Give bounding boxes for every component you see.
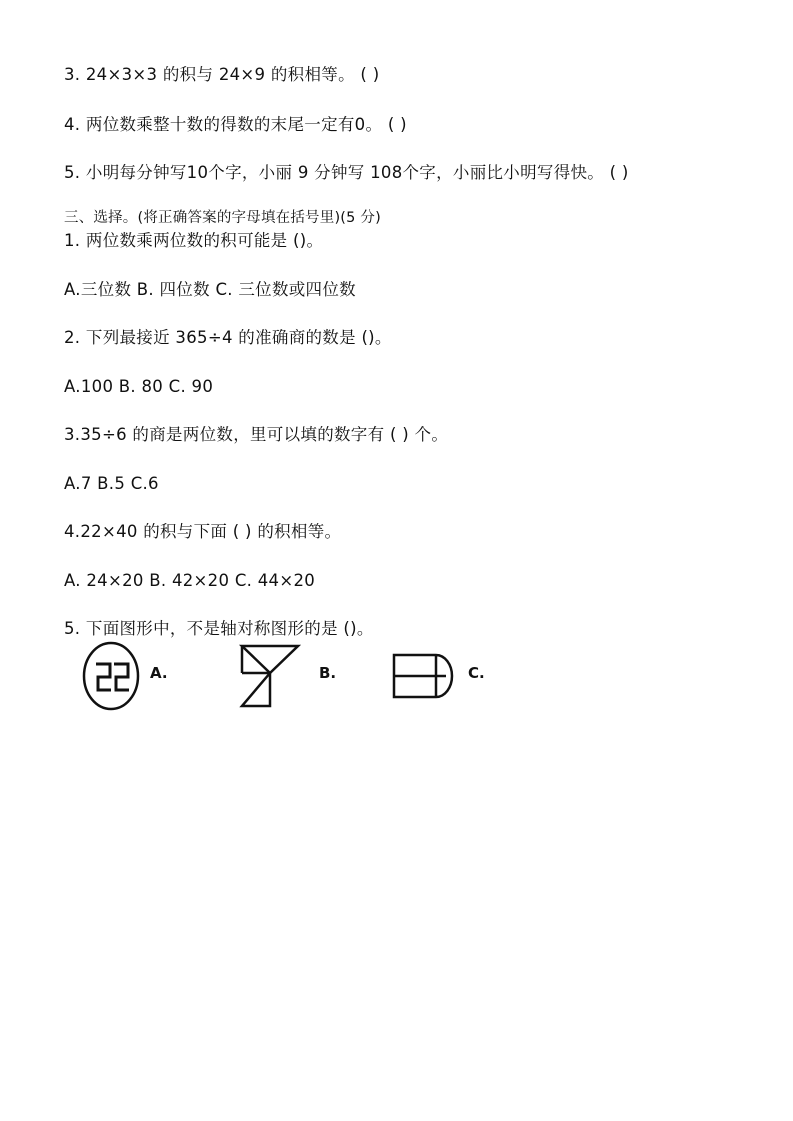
question-3-options: A.7 B.5 C.6 <box>64 474 159 493</box>
figure-b-bottom-triangle <box>242 673 270 706</box>
section-heading-choice: 三、选择。(将正确答案的字母填在括号里)(5 分) <box>64 210 381 226</box>
question-4-stem: 4.22×40 的积与下面 ( ) 的积相等。 <box>64 522 342 541</box>
figure-b-label: B. <box>319 664 337 682</box>
figure-c-label: C. <box>468 664 485 682</box>
judgement-item-4: 4. 两位数乘整十数的得数的末尾一定有0。 ( ) <box>64 115 407 134</box>
judgement-item-3: 3. 24×3×3 的积与 24×9 的积相等。 ( ) <box>64 65 380 84</box>
question-5-stem: 5. 下面图形中，不是轴对称图形的是 ()。 <box>64 619 374 638</box>
question-1-options: A.三位数 B. 四位数 C. 三位数或四位数 <box>64 280 356 299</box>
figure-a-left-glyph <box>96 664 111 690</box>
question-3-stem: 3.35÷6 的商是两位数，里可以填的数字有 ( ) 个。 <box>64 425 449 444</box>
figure-a-right-glyph <box>114 664 129 690</box>
figure-a-circle-glyph <box>82 640 140 712</box>
question-5-figures <box>80 640 500 712</box>
figure-c-rounded-box <box>390 640 458 712</box>
judgement-item-5: 5. 小明每分钟写10个字，小丽 9 分钟写 108个字，小丽比小明写得快。 ( ) <box>64 163 629 182</box>
question-1-stem: 1. 两位数乘两位数的积可能是 ()。 <box>64 231 324 250</box>
question-2-stem: 2. 下列最接近 365÷4 的准确商的数是 ()。 <box>64 328 392 347</box>
figure-b-windmill <box>236 640 306 712</box>
question-4-options: A. 24×20 B. 42×20 C. 44×20 <box>64 571 316 590</box>
question-2-options: A.100 B. 80 C. 90 <box>64 377 214 396</box>
figure-b-top-triangle <box>242 646 298 673</box>
figure-a-label: A. <box>150 664 168 682</box>
